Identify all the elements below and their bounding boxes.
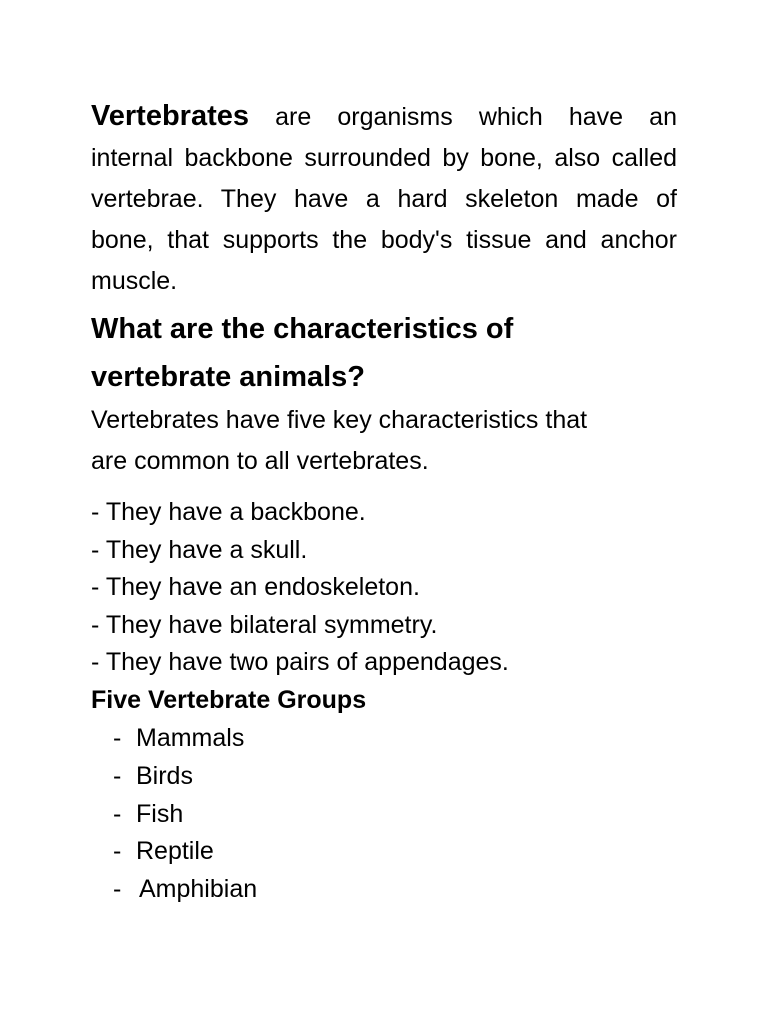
intro-text: are organisms which have an internal backbone surrounded by bone, also called vertebrae. They have a hard skeleton made of bone, that supports the body's tissue and anchor muscle. xyxy=(91,103,677,295)
bullet-dash: - xyxy=(113,799,122,828)
list-item xyxy=(113,833,257,871)
group-label: Fish xyxy=(136,799,184,828)
list-item: - They have a backbone. xyxy=(91,498,366,526)
list-item: - They have bilateral symmetry. xyxy=(91,610,438,639)
list-item xyxy=(113,720,257,758)
intro-term: Vertebrates xyxy=(91,100,249,132)
bullet-dash: - xyxy=(113,724,122,752)
group-label: Mammals xyxy=(136,724,245,752)
list-item: - They have a skull. xyxy=(91,535,308,564)
section-heading xyxy=(91,305,691,401)
bullet-dash: - xyxy=(113,837,122,866)
subtext-line-1: Vertebrates have five key characteristics that xyxy=(91,406,588,434)
group-label: Amphibian xyxy=(139,875,258,904)
groups-list xyxy=(113,720,257,909)
group-label: Reptile xyxy=(136,837,214,866)
subtext-line-2: are common to all vertebrates. xyxy=(91,447,429,475)
characteristics-list xyxy=(91,494,509,682)
list-item xyxy=(113,871,257,909)
group-label: Birds xyxy=(136,761,193,790)
heading-line-1: What are the characteristics of xyxy=(91,313,514,345)
list-item xyxy=(113,758,257,796)
list-item xyxy=(113,796,257,834)
bullet-dash: - xyxy=(113,761,122,790)
intro-paragraph xyxy=(91,96,677,302)
heading-line-2: vertebrate animals? xyxy=(91,361,366,393)
groups-title: Five Vertebrate Groups xyxy=(91,686,367,714)
list-item: - They have two pairs of appendages. xyxy=(91,648,509,676)
characteristics-intro xyxy=(91,400,691,482)
list-item: - They have an endoskeleton. xyxy=(91,573,420,601)
bullet-dash: - xyxy=(113,875,122,904)
